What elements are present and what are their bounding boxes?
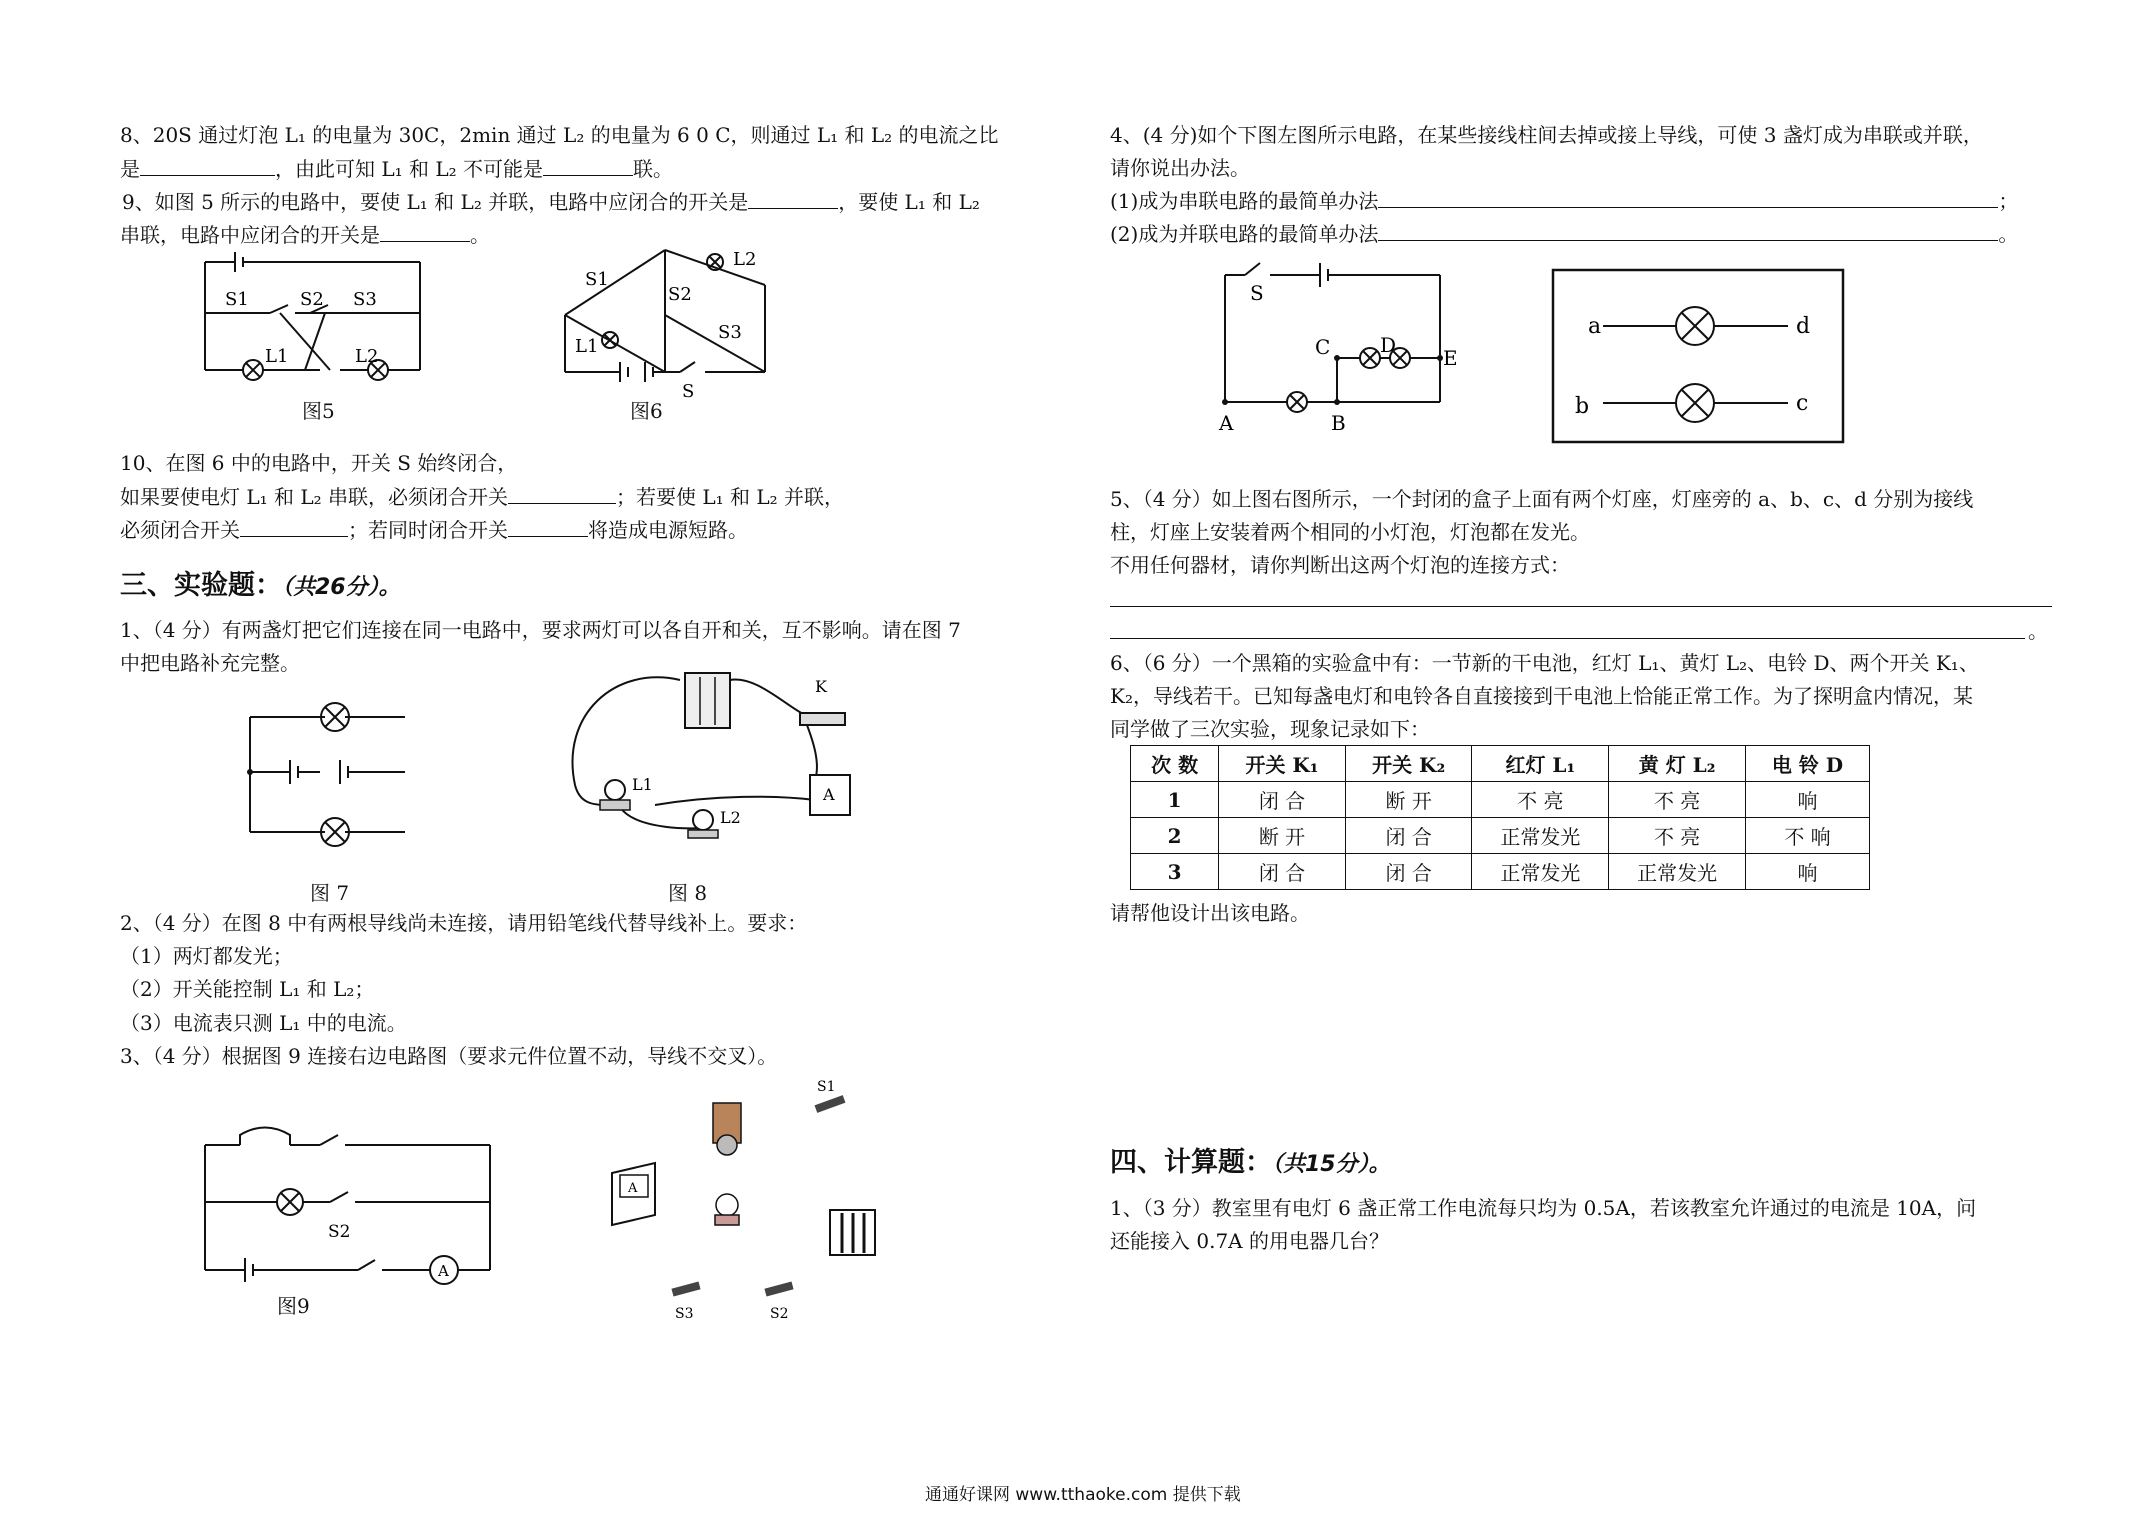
figure-9-circuit <box>190 1115 510 1320</box>
table-cell: 闭 合 <box>1219 854 1346 890</box>
fig8-label-l1: L1 <box>632 775 653 794</box>
exp1-line2: 中把电路补充完整。 <box>120 651 300 675</box>
q4-label-e: E <box>1443 346 1458 370</box>
table-row <box>1131 854 1870 890</box>
table-header: 开关 K₂ <box>1345 746 1472 782</box>
q9-line1 <box>122 189 980 215</box>
fig6-label-l2: L2 <box>733 249 757 270</box>
table-cell: 1 <box>1131 782 1219 818</box>
fig8-label-k: K <box>815 677 827 696</box>
q8-blank-2[interactable] <box>543 157 633 176</box>
box-label-b: b <box>1575 394 1590 419</box>
q10-line3 <box>120 517 748 543</box>
q6-record-table <box>1130 745 1870 890</box>
battery-part <box>830 1210 875 1255</box>
q6-line1: 6、（6 分）一个黑箱的实验盒中有：一节新的干电池，红灯 L₁、黄灯 L₂、电铃 D、两个开关 K₁、 <box>1110 651 1979 675</box>
q4-line1: 4、(4 分)如个下图左图所示电路，在某些接线柱间去掉或接上导线，可使 3 盏灯成为串联或并联， <box>1110 123 1983 147</box>
q4-series-answer[interactable] <box>1378 189 1998 208</box>
exp2-line3: （2）开关能控制 L₁ 和 L₂； <box>120 977 375 1001</box>
table-row <box>1131 782 1870 818</box>
switch-s1-part <box>815 1079 846 1113</box>
fig5-caption: 图5 <box>302 399 335 423</box>
table-cell: 不 亮 <box>1472 782 1609 818</box>
q8-text-c: 联。 <box>633 157 674 181</box>
fig6-label-s: S <box>682 381 695 402</box>
fig8-caption: 图 8 <box>668 881 708 905</box>
box-label-a: a <box>1588 314 1602 339</box>
exp2-line4: （3）电流表只测 L₁ 中的电流。 <box>120 1011 407 1035</box>
q9-text-d: 。 <box>470 223 490 247</box>
section-3-heading: 三、实验题： <box>120 570 282 601</box>
table-cell: 正常发光 <box>1609 854 1746 890</box>
fig6-caption: 图6 <box>630 399 663 423</box>
q4-parallel-prompt: (2)成为并联电路的最简单办法 <box>1110 222 1379 246</box>
exp2-line2: （1）两灯都发光； <box>120 944 293 968</box>
q8-line2 <box>120 156 673 182</box>
q6-end-line: 请帮他设计出该电路。 <box>1110 901 1310 925</box>
fig5-label-l2: L2 <box>355 346 379 367</box>
figure-7-circuit <box>235 692 415 867</box>
battery-pack <box>685 673 730 728</box>
q9-blank-2[interactable] <box>380 223 470 242</box>
bulb-l1 <box>605 780 625 800</box>
q5-answer-line-1[interactable] <box>1110 606 2052 607</box>
q8-text-b: ，由此可知 L₁ 和 L₂ 不可能是 <box>275 157 544 181</box>
part-label-a: A <box>628 1181 638 1196</box>
q5-line3: 不用任何器材，请你判断出这两个灯泡的连接方式： <box>1110 553 1570 577</box>
q4-circuit-figure <box>1215 250 1475 440</box>
q10-text-e: 将造成电源短路。 <box>588 518 748 542</box>
table-row <box>1131 818 1870 854</box>
fig9-label-a: A <box>438 1262 449 1280</box>
table-cell: 2 <box>1131 818 1219 854</box>
part-label-s1: S1 <box>817 1079 836 1095</box>
table-cell: 闭 合 <box>1219 782 1346 818</box>
calc1-line1: 1、（3 分）教室里有电灯 6 盏正常工作电流每只均为 0.5A，若该教室允许通过的电流是 10A，问 <box>1110 1196 1977 1220</box>
q10-text-b: ；若要使 L₁ 和 L₂ 并联， <box>616 485 845 509</box>
q4-parallel-end: 。 <box>1998 222 2019 246</box>
q5-answer-line-2[interactable] <box>1110 638 2025 639</box>
q6-line3: 同学做了三次实验，现象记录如下： <box>1110 717 1430 741</box>
fig9-caption: 图9 <box>277 1294 310 1318</box>
q9-text-b: ，要使 L₁ 和 L₂ <box>838 190 980 214</box>
part-label-s2: S2 <box>770 1306 789 1322</box>
q4-label-a: A <box>1219 411 1234 435</box>
q10-text-c: 必须闭合开关 <box>120 518 240 542</box>
ammeter-part <box>612 1163 655 1225</box>
switch-s2-part <box>764 1282 793 1322</box>
q10-text-d: ；若同时闭合开关 <box>348 518 508 542</box>
section-3-title <box>120 563 401 602</box>
q6-line2: K₂，导线若干。已知每盏电灯和电铃各自直接接到干电池上恰能正常工作。为了探明盒内情况，某 <box>1110 684 1973 708</box>
physical-components <box>590 1075 900 1335</box>
table-header: 红灯 L₁ <box>1472 746 1609 782</box>
table-cell: 断 开 <box>1345 782 1472 818</box>
table-cell: 正常发光 <box>1472 854 1609 890</box>
q9-text-c: 串联，电路中应闭合的开关是 <box>120 223 380 247</box>
table-cell: 闭 合 <box>1345 818 1472 854</box>
bulb-part <box>715 1194 739 1225</box>
q10-blank-2[interactable] <box>240 518 348 537</box>
q5-box-figure <box>1548 268 1848 448</box>
fig6-label-s1: S1 <box>585 269 609 290</box>
q5-end-mark: 。 <box>2028 619 2048 643</box>
table-cell: 闭 合 <box>1345 854 1472 890</box>
table-cell: 不 响 <box>1746 818 1870 854</box>
q5-line1: 5、（4 分）如上图右图所示，一个封闭的盒子上面有两个灯座，灯座旁的 a、b、c、d 分别为接线 <box>1110 487 1974 511</box>
table-header: 开关 K₁ <box>1219 746 1346 782</box>
q4-parallel-answer[interactable] <box>1378 222 1998 241</box>
q10-line1: 10、在图 6 中的电路中，开关 S 始终闭合， <box>120 451 518 475</box>
fig6-label-s2: S2 <box>668 284 692 305</box>
fig7-caption: 图 7 <box>310 881 350 905</box>
section-4-score: （共15分）。 <box>1272 1152 1391 1177</box>
fig5-label-s2: S2 <box>300 289 324 310</box>
q10-line2 <box>120 484 844 510</box>
table-cell: 响 <box>1746 854 1870 890</box>
q8-blank-1[interactable] <box>140 157 275 176</box>
q4-line4 <box>1110 221 2018 247</box>
q10-blank-3[interactable] <box>508 518 588 537</box>
table-cell: 3 <box>1131 854 1219 890</box>
table-cell: 断 开 <box>1219 818 1346 854</box>
fig8-label-l2: L2 <box>720 808 741 827</box>
q4-line2: 请你说出办法。 <box>1110 156 1250 180</box>
section-4-heading: 四、计算题： <box>1110 1147 1272 1178</box>
q4-line3 <box>1110 188 2018 214</box>
exp3-line1: 3、（4 分）根据图 9 连接右边电路图（要求元件位置不动，导线不交叉）。 <box>120 1044 778 1068</box>
q4-label-d: D <box>1380 333 1397 357</box>
exp2-line1: 2、（4 分）在图 8 中有两根导线尚未连接，请用铅笔线代替导线补上。要求： <box>120 911 808 935</box>
table-header: 电 铃 D <box>1746 746 1870 782</box>
switch-k <box>800 713 845 725</box>
figure-8-wiring <box>555 655 855 840</box>
page-footer: 通通好课网 www.tthaoke.com 提供下载 <box>925 1485 1241 1505</box>
exp1-line1: 1、（4 分）有两盏灯把它们连接在同一电路中，要求两灯可以各自开和关，互不影响。请在图 7 <box>120 618 961 642</box>
section-3-score: （共26分）。 <box>282 575 401 600</box>
box-label-c: c <box>1796 391 1809 416</box>
table-header: 次 数 <box>1131 746 1219 782</box>
fig9-label-s2: S2 <box>328 1222 351 1242</box>
fig6-label-l1: L1 <box>575 336 599 357</box>
table-cell: 正常发光 <box>1472 818 1609 854</box>
fig5-label-s3: S3 <box>353 289 377 310</box>
q10-text-a: 如果要使电灯 L₁ 和 L₂ 串联，必须闭合开关 <box>120 485 509 509</box>
table-cell: 不 亮 <box>1609 818 1746 854</box>
fig5-label-s1: S1 <box>225 289 249 310</box>
fig8-label-a: A <box>823 785 835 804</box>
q4-series-end: ； <box>1998 189 2019 213</box>
table-header-row <box>1131 746 1870 782</box>
q9-blank-1[interactable] <box>748 190 838 209</box>
switch-s3-part <box>671 1282 700 1322</box>
box-label-d: d <box>1796 314 1811 339</box>
table-cell: 响 <box>1746 782 1870 818</box>
bulb-l2 <box>693 810 713 830</box>
q4-label-s: S <box>1250 281 1264 305</box>
fig5-label-l1: L1 <box>265 346 289 367</box>
q4-series-prompt: (1)成为串联电路的最简单办法 <box>1110 189 1379 213</box>
q4-label-c: C <box>1315 335 1331 359</box>
table-header: 黄 灯 L₂ <box>1609 746 1746 782</box>
section-4-title <box>1110 1140 1391 1179</box>
q8-line1: 8、20S 通过灯泡 L₁ 的电量为 30C，2min 通过 L₂ 的电量为 6 0 C，则通过 L₁ 和 L₂ 的电流之比 <box>120 123 999 147</box>
part-label-s3: S3 <box>675 1306 694 1322</box>
calc1-line2: 还能接入 0.7A 的用电器几台？ <box>1110 1229 1389 1253</box>
bell-part <box>713 1103 741 1155</box>
q9-line2 <box>120 222 490 248</box>
q8-text-a: 是 <box>120 157 140 181</box>
q5-line2: 柱，灯座上安装着两个相同的小灯泡，灯泡都在发光。 <box>1110 520 1590 544</box>
figure-6-circuit <box>555 240 785 410</box>
q10-blank-1[interactable] <box>508 485 616 504</box>
q9-text-a: 9、如图 5 所示的电路中，要使 L₁ 和 L₂ 并联，电路中应闭合的开关是 <box>122 190 749 214</box>
table-cell: 不 亮 <box>1609 782 1746 818</box>
q4-label-b: B <box>1331 411 1346 435</box>
fig6-label-s3: S3 <box>718 322 742 343</box>
